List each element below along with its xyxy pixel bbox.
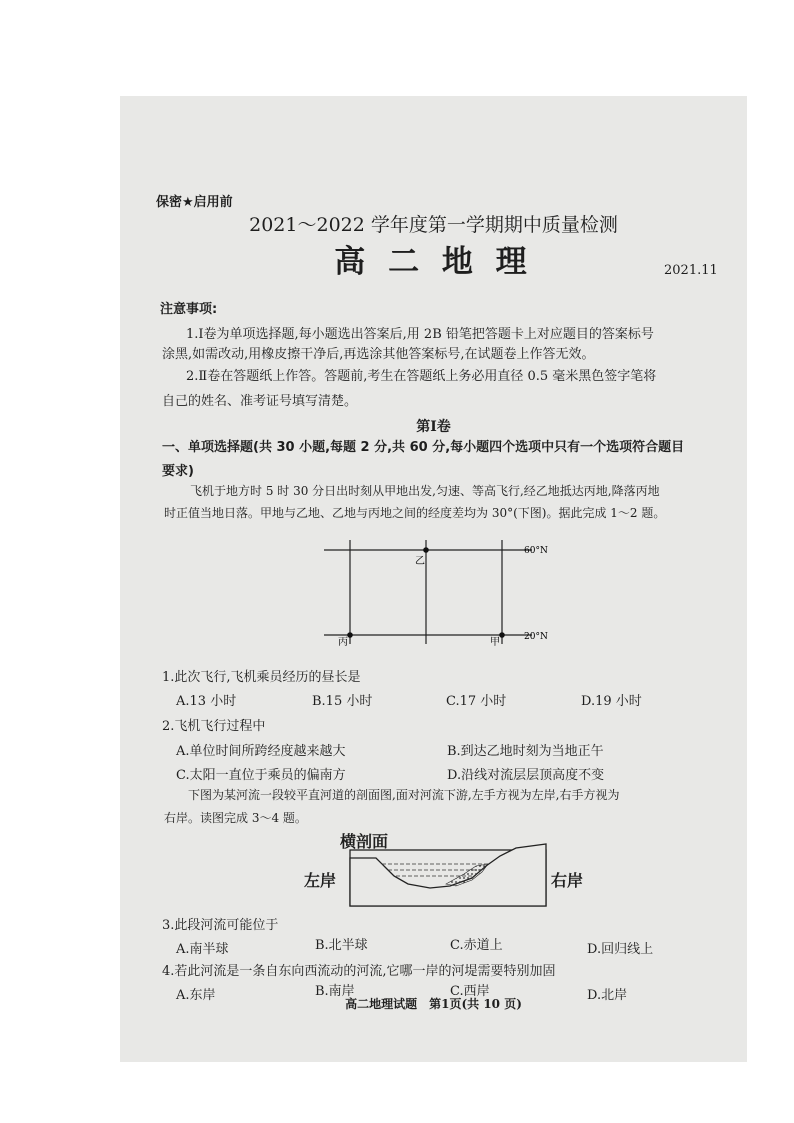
q1-option-a: A.13 小时 [176, 694, 237, 709]
point-c-label: 丙 [338, 637, 348, 647]
exam-paper [120, 96, 747, 1062]
section-heading-line-2: 要求) [162, 464, 194, 479]
point-a-dot [499, 632, 505, 638]
q1-option-d: D.19 小时 [581, 694, 642, 709]
exam-title: 2021～2022 学年度第一学期期中质量检测 [249, 214, 618, 236]
q2-option-a: A.单位时间所跨经度越来越大 [176, 744, 346, 759]
point-b-dot [423, 547, 429, 553]
cross-section-title: 横剖面 [340, 832, 389, 851]
passage-1-line-1: 飞机于地方时 5 时 30 分日出时刻从甲地出发,匀速、等高飞行,经乙地抵达丙地,降落丙地 [190, 484, 660, 498]
q3-option-c: C.赤道上 [450, 938, 503, 953]
q3-option-a: A.南半球 [176, 942, 229, 957]
left-bank-label: 左岸 [304, 871, 337, 890]
q2-stem: 2.飞机飞行过程中 [162, 719, 266, 734]
q4-option-b: B.南岸 [315, 984, 355, 999]
subject-title: 高 二 地 理 [334, 244, 533, 280]
notice-item-1-line-1: 1.Ⅰ卷为单项选择题,每小题选出答案后,用 2B 铅笔把答题卡上对应题目的答案标号 [186, 327, 654, 342]
section-heading-line-1: 一、单项选择题(共 30 小题,每题 2 分,共 60 分,每小题四个选项中只有一个选项符合题目 [162, 440, 685, 455]
notice-heading: 注意事项: [160, 302, 218, 317]
river-cross-section-figure [346, 836, 550, 908]
notice-item-1-line-2: 涂黑,如需改动,用橡皮擦干净后,再选涂其他答案标号,在试题卷上作答无效。 [162, 347, 595, 362]
point-c-dot [347, 632, 353, 638]
exam-date: 2021.11 [664, 263, 718, 278]
passage-2-line-1: 下图为某河流一段较平直河道的剖面图,面对河流下游,左手方视为左岸,右手方视为 [188, 788, 620, 802]
confidential-mark: 保密★启用前 [156, 195, 233, 210]
q1-stem: 1.此次飞行,飞机乘员经历的昼长是 [162, 670, 361, 685]
passage-1-line-2: 时正值当地日落。甲地与乙地、乙地与丙地之间的经度差均为 30°(下图)。据此完成 1～2 题。 [164, 506, 666, 520]
longitude-grid-figure [320, 532, 560, 647]
q3-stem: 3.此段河流可能位于 [162, 918, 279, 933]
q2-option-c: C.太阳一直位于乘员的偏南方 [176, 768, 346, 783]
point-a-label: 甲 [490, 637, 500, 647]
passage-2-line-2: 右岸。读图完成 3～4 题。 [164, 811, 307, 825]
q3-option-d: D.回归线上 [587, 942, 654, 957]
riverbed-profile [350, 844, 546, 906]
point-b-label: 乙 [415, 556, 425, 567]
q4-option-a: A.东岸 [176, 988, 216, 1003]
notice-item-2-line-2: 自己的姓名、准考证号填写清楚。 [162, 394, 358, 409]
q4-option-c: C.西岸 [450, 984, 490, 999]
q4-stem: 4.若此河流是一条自东向西流动的河流,它哪一岸的河堤需要特别加固 [162, 964, 556, 979]
q2-option-b: B.到达乙地时刻为当地正午 [447, 744, 604, 759]
q1-option-c: C.17 小时 [446, 694, 507, 709]
q1-option-b: B.15 小时 [312, 694, 373, 709]
page-footer: 高二地理试题 第1页(共 10 页) [345, 997, 522, 1011]
notice-item-2-line-1: 2.Ⅱ卷在答题纸上作答。答题前,考生在答题纸上务必用直径 0.5 毫米黑色签字笔将 [186, 369, 657, 384]
q2-option-d: D.沿线对流层层顶高度不变 [447, 768, 605, 783]
q3-option-b: B.北半球 [315, 938, 368, 953]
lat-label-60n: 60°N [524, 546, 548, 556]
right-bank-label: 右岸 [551, 871, 584, 890]
volume-heading: 第Ⅰ卷 [416, 419, 451, 435]
lat-label-20n: 20°N [524, 632, 548, 642]
q4-option-d: D.北岸 [587, 988, 628, 1003]
